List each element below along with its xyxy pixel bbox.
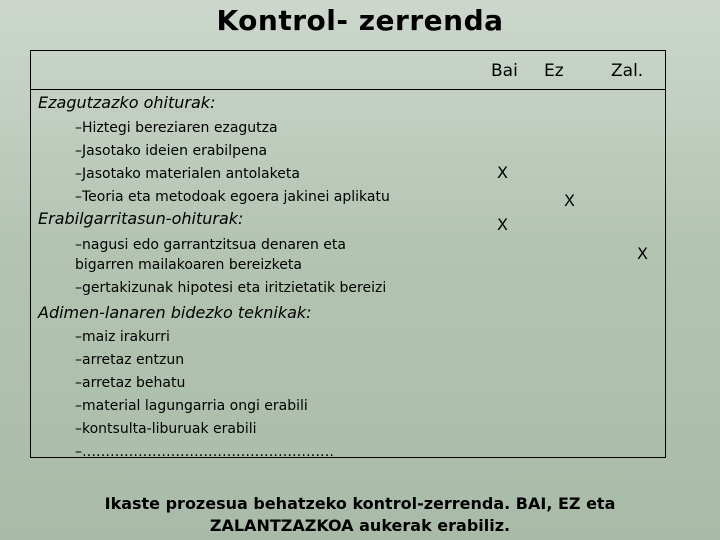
list-item: –arretaz behatu (75, 375, 186, 391)
column-header-zal: Zal. (611, 61, 644, 81)
list-item: –Jasotako materialen antolaketa (75, 166, 300, 182)
check-mark: X (497, 163, 508, 182)
section-label-ezagutzazko: Ezagutzazko ohiturak: (38, 93, 216, 112)
page-title: Kontrol- zerrenda (216, 4, 504, 37)
column-header-bai: Bai (491, 61, 518, 81)
list-item: –nagusi edo garrantzitsua denaren eta bigarren mailakoaren bereizketa (75, 237, 346, 273)
section-label-erabilgarritasun: Erabilgarritasun-ohiturak: (38, 209, 244, 228)
list-item: –material lagungarria ongi erabili (75, 398, 308, 414)
list-item: –arretaz entzun (75, 352, 185, 368)
list-item: –gertakizunak hipotesi eta iritzietatik bereizi (75, 280, 387, 296)
check-mark: X (564, 191, 575, 210)
check-mark: X (637, 244, 648, 263)
list-item: –Hiztegi bereziaren ezagutza (75, 120, 278, 136)
list-item: –maiz irakurri (75, 329, 170, 345)
list-item: –……………………………………………… (75, 444, 334, 460)
caption-line-1: Ikaste prozesua behatzeko kontrol-zerrenda. BAI, EZ eta (104, 494, 616, 513)
column-header-ez: Ez (544, 61, 564, 81)
list-item: –kontsulta-liburuak erabili (75, 421, 257, 437)
check-mark: X (497, 215, 508, 234)
table-header-row (31, 51, 665, 90)
caption-line-2: ZALANTZAZKOA aukerak erabiliz. (209, 516, 511, 535)
list-item: –Jasotako ideien erabilpena (75, 143, 268, 159)
checklist-table (30, 50, 666, 458)
caption (0, 493, 720, 537)
list-item: –Teoria eta metodoak egoera jakinei aplikatu (75, 189, 390, 205)
section-label-adimen-lana: Adimen-lanaren bidezko teknikak: (38, 303, 312, 322)
